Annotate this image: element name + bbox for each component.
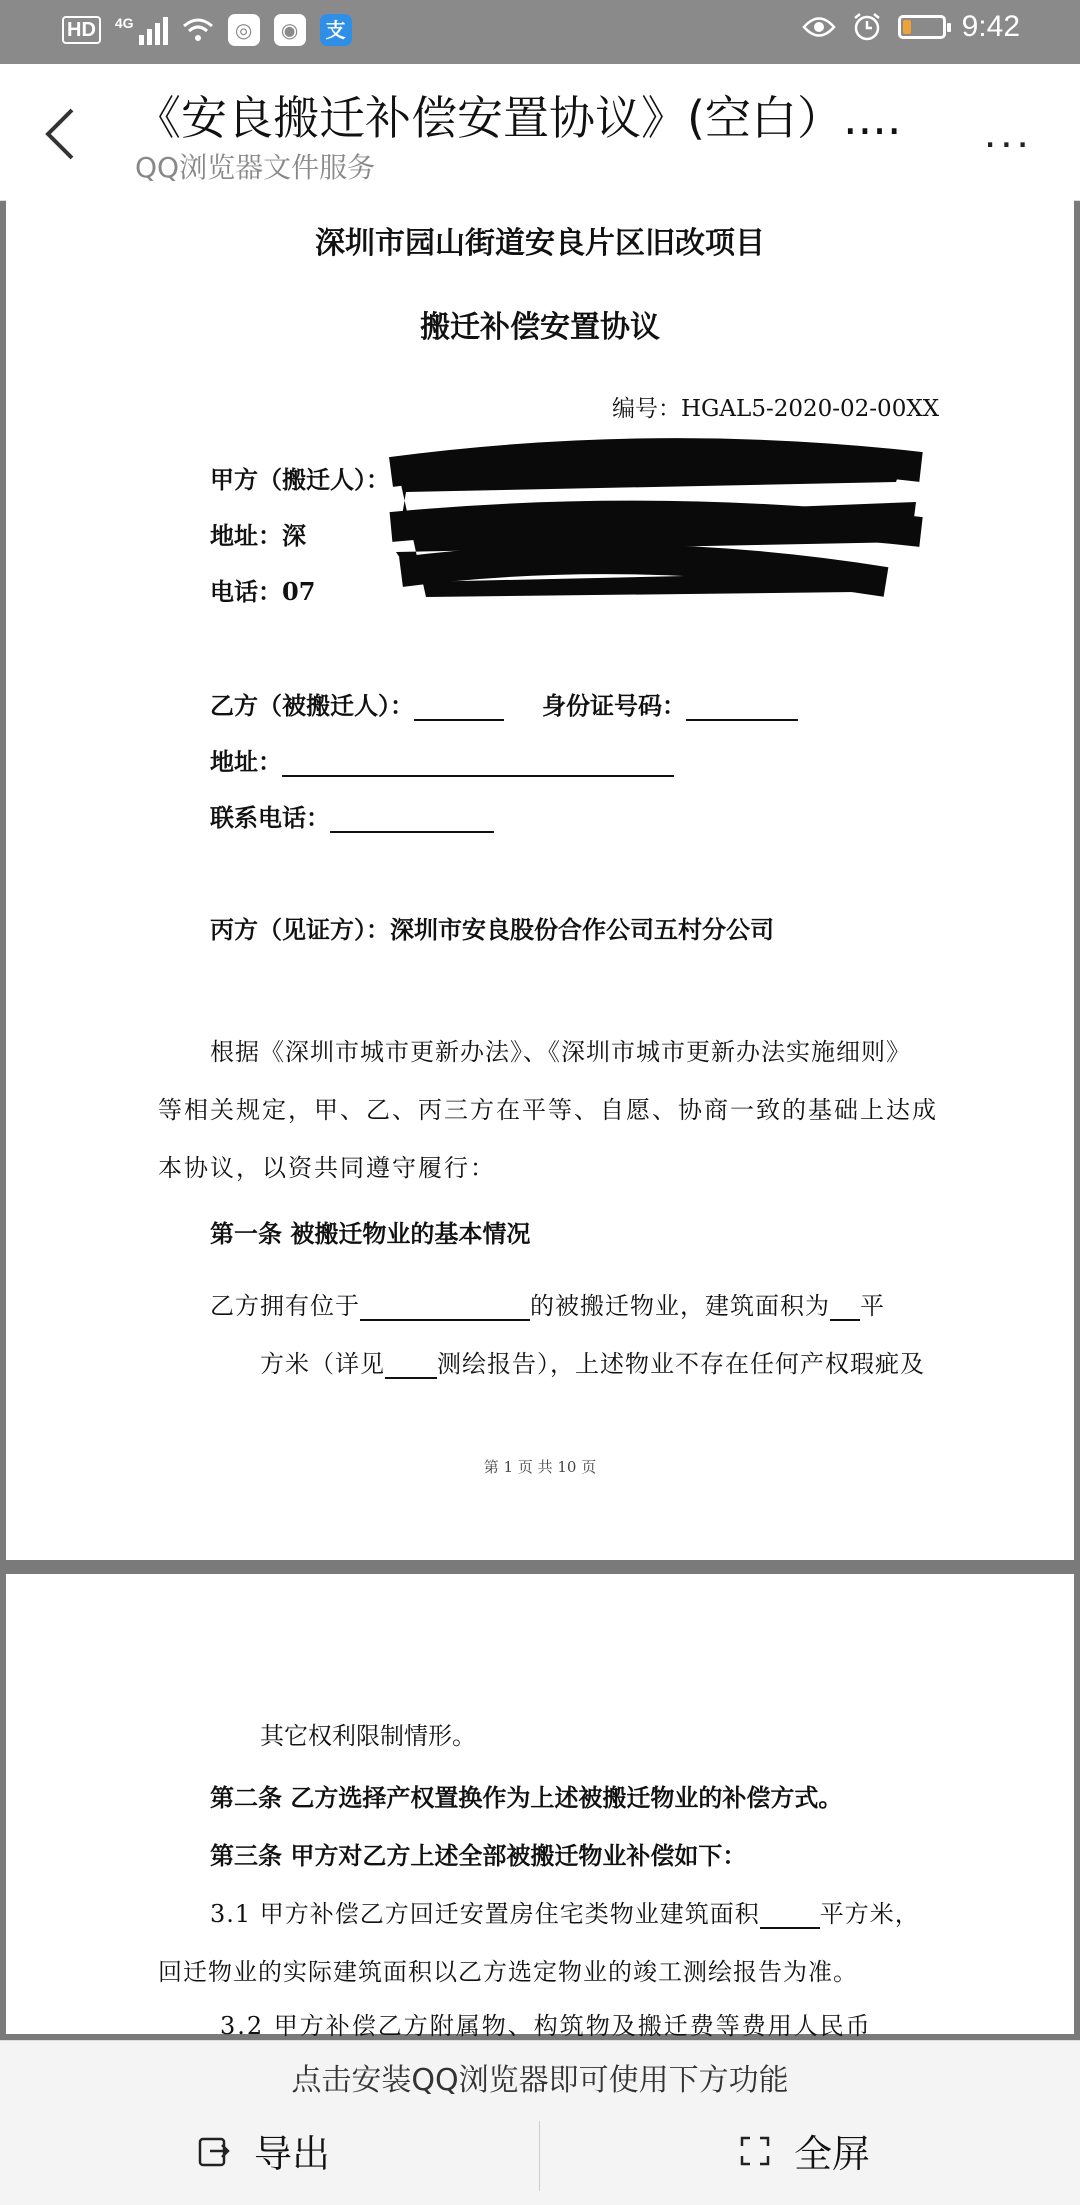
party-a-address-label bbox=[210, 516, 306, 551]
status-bar bbox=[0, 0, 1080, 64]
signal-icon bbox=[115, 15, 168, 45]
doc-heading-project: 深圳市园山街道安良片区旧改项目 bbox=[315, 226, 765, 261]
intro-para-line-3: 本协议，以资共同遵守履行： bbox=[158, 1154, 496, 1182]
title-bar bbox=[0, 64, 1080, 201]
article-1-line-2 bbox=[260, 1344, 925, 1379]
article-1-line-1 bbox=[210, 1286, 885, 1321]
article-1-title: 第一条 被搬迁物业的基本情况 bbox=[210, 1219, 531, 1248]
party-a-phone-value: 07 bbox=[282, 577, 316, 606]
party-b-name-blank bbox=[414, 695, 504, 721]
clause-3-1-line-1 bbox=[210, 1894, 920, 1929]
party-c-witness: 丙方（见证方）：深圳市安良股份合作公司五村分公司 bbox=[210, 915, 774, 944]
battery-icon bbox=[898, 15, 946, 39]
party-b-phone-label: 联系电话： bbox=[210, 803, 330, 832]
party-b-row bbox=[210, 686, 798, 721]
party-b-address-blank bbox=[282, 751, 674, 777]
document-page-1 bbox=[6, 198, 1074, 1560]
area-blank bbox=[830, 1295, 860, 1321]
doc-number: 编号：HGAL5-2020-02-00XX bbox=[612, 396, 940, 422]
intro-para-line-1: 根据《深圳市城市更新办法》、《深圳市城市更新办法实施细则》 bbox=[210, 1038, 911, 1066]
document-page-2 bbox=[6, 1574, 1074, 2040]
id-number-blank bbox=[686, 695, 798, 721]
service-subtitle: QQ浏览器文件服务 bbox=[135, 151, 376, 184]
party-b-address-label: 地址： bbox=[210, 747, 282, 776]
back-arrow-icon[interactable] bbox=[38, 104, 82, 164]
party-a-address-label-text: 地址： bbox=[210, 521, 282, 550]
hd-badge: HD bbox=[62, 16, 101, 44]
article-2: 第二条 乙方选择产权置换作为上述被搬迁物业的补偿方式。 bbox=[210, 1783, 843, 1812]
bottom-action-bar bbox=[0, 2040, 1080, 2205]
wifi-icon bbox=[182, 17, 214, 43]
article-1-text-c: 平 bbox=[860, 1292, 885, 1320]
party-a-label: 甲方（搬迁人）： bbox=[210, 465, 390, 494]
document-title: 《安良搬迁补偿安置协议》(空白）.... bbox=[135, 91, 902, 145]
article-1-text-e: 测绘报告），上述物业不存在任何产权瑕疵及 bbox=[437, 1350, 925, 1378]
id-number-label: 身份证号码： bbox=[542, 691, 686, 720]
article-3-title: 第三条 甲方对乙方上述全部被搬迁物业补偿如下： bbox=[210, 1841, 747, 1870]
party-a-phone-label bbox=[210, 572, 315, 607]
action-divider bbox=[539, 2121, 540, 2191]
intro-para-line-2: 等相关规定，甲、乙、丙三方在平等、自愿、协商一致的基础上达成 bbox=[158, 1096, 938, 1124]
alarm-icon bbox=[852, 12, 882, 42]
resettlement-area-blank bbox=[760, 1903, 820, 1929]
fullscreen-label: 全屏 bbox=[794, 2132, 871, 2176]
fullscreen-icon bbox=[738, 2134, 772, 2168]
clause-3-1-text-a: 3.1 甲方补偿乙方回迁安置房住宅类物业建筑面积 bbox=[210, 1900, 760, 1928]
qq-browser-icon: ◉ bbox=[274, 14, 306, 46]
alipay-icon: 支 bbox=[320, 14, 352, 46]
party-b-phone-row bbox=[210, 798, 494, 833]
fullscreen-button[interactable] bbox=[738, 2123, 870, 2178]
page-2-line-1: 其它权利限制情形。 bbox=[260, 1722, 476, 1750]
clause-3-1-line-2: 回迁物业的实际建筑面积以乙方选定物业的竣工测绘报告为准。 bbox=[158, 1958, 858, 1986]
clock: 9:42 bbox=[961, 10, 1020, 43]
install-prompt[interactable]: 点击安装QQ浏览器即可使用下方功能 bbox=[291, 2063, 789, 2098]
survey-report-blank bbox=[385, 1353, 437, 1379]
article-1-text-d: 方米（详见 bbox=[260, 1350, 385, 1378]
network-type-label: 4G bbox=[114, 15, 134, 31]
article-1-text-a: 乙方拥有位于 bbox=[210, 1292, 360, 1320]
party-b-address-row bbox=[210, 742, 674, 777]
eye-icon bbox=[802, 16, 836, 38]
location-blank bbox=[360, 1295, 530, 1321]
redaction-scribble bbox=[386, 432, 926, 600]
export-label: 导出 bbox=[254, 2132, 331, 2176]
page-footer: 第 1 页 共 10 页 bbox=[483, 1458, 597, 1476]
export-button[interactable] bbox=[196, 2123, 330, 2178]
app-notification-icon: ◎ bbox=[228, 14, 260, 46]
clause-3-2: 3.2 甲方补偿乙方附属物、构筑物及搬迁费等费用人民币 bbox=[220, 2012, 872, 2040]
clause-3-1-text-b: 平方米， bbox=[819, 1900, 920, 1928]
article-1-text-b: 的被搬迁物业，建筑面积为 bbox=[530, 1292, 830, 1320]
doc-heading-agreement: 搬迁补偿安置协议 bbox=[420, 310, 660, 345]
more-options-button[interactable]: ... bbox=[984, 108, 1033, 157]
party-a-address-value: 深 bbox=[282, 521, 306, 550]
party-b-label: 乙方（被搬迁人）： bbox=[210, 691, 414, 720]
party-b-phone-blank bbox=[330, 807, 494, 833]
export-icon bbox=[196, 2133, 232, 2169]
party-a-phone-label-text: 电话： bbox=[210, 577, 282, 606]
